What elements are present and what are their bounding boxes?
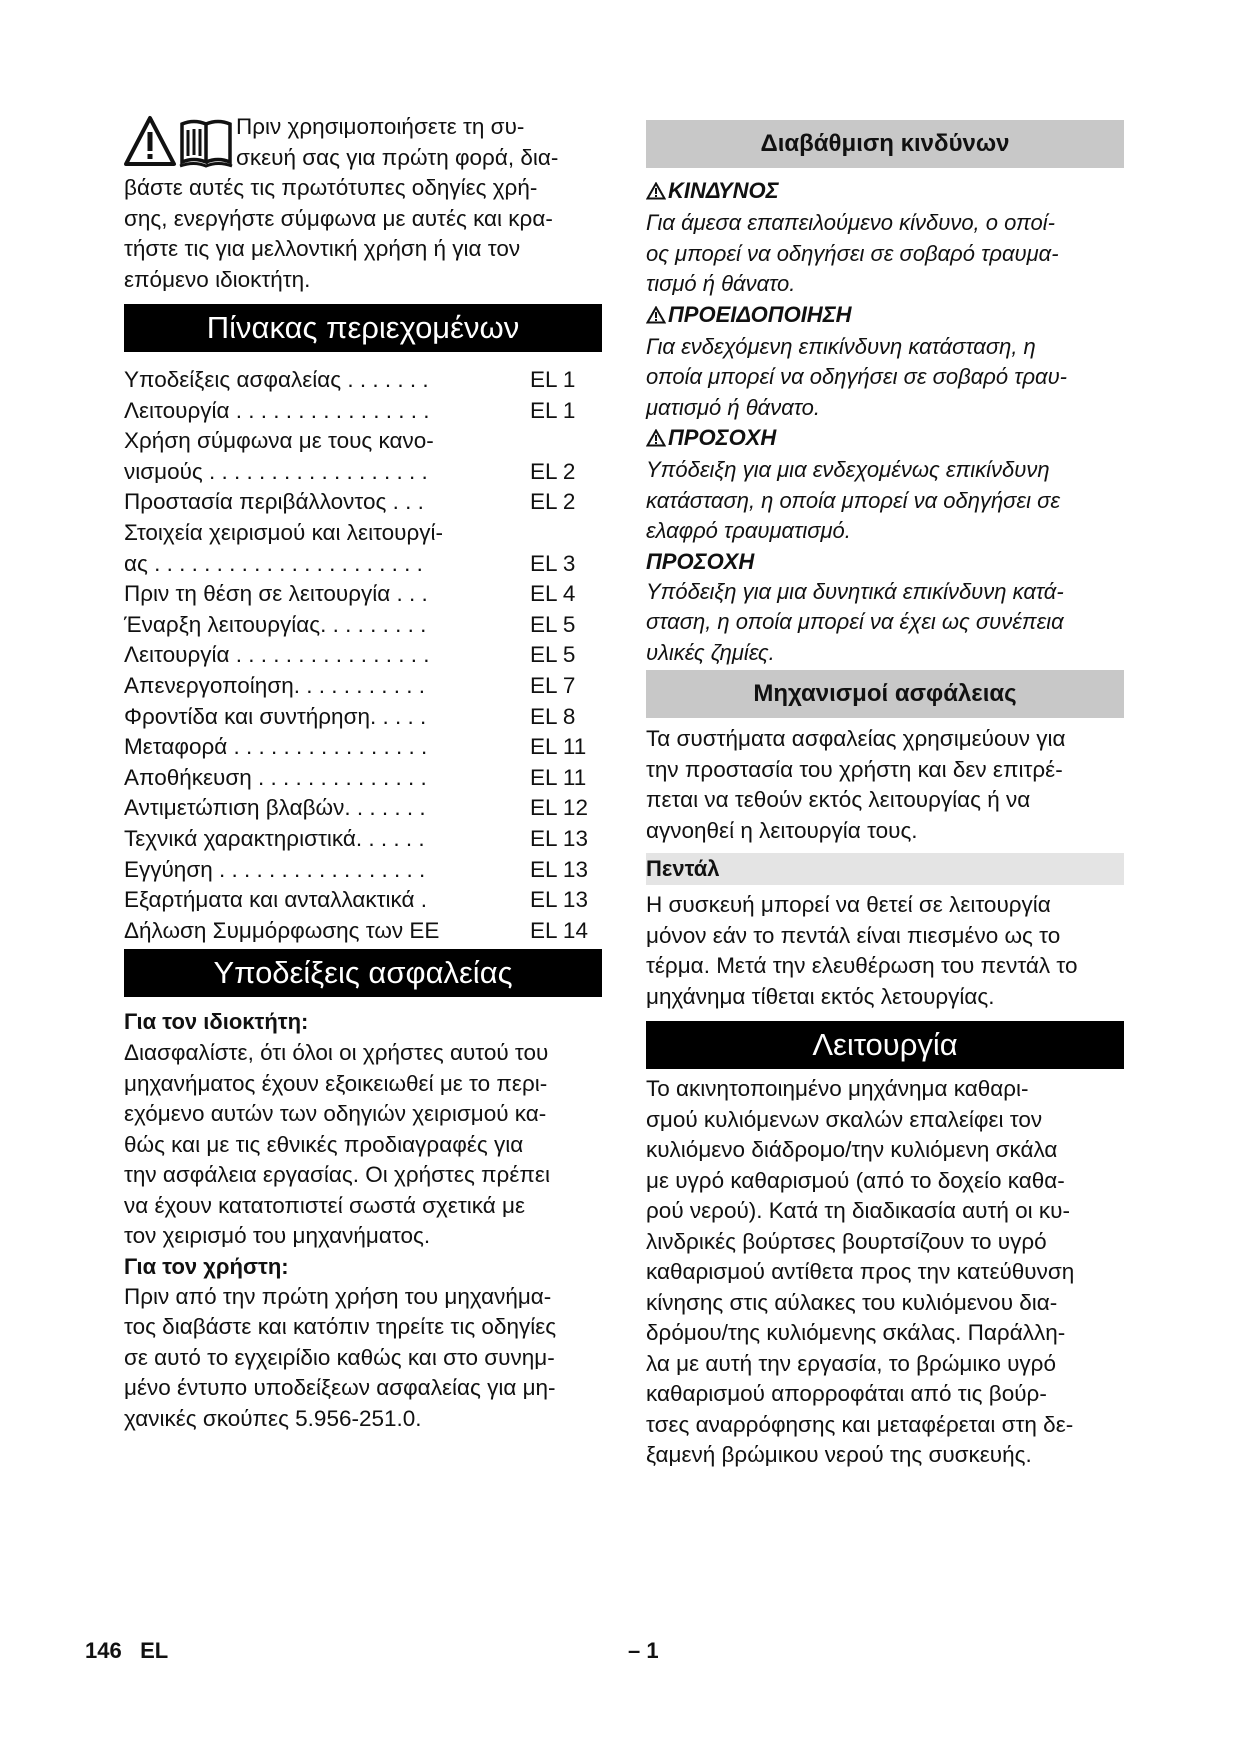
toc-entry (124, 855, 602, 886)
hazard-level-text: ος μπορεί να οδηγήσει σε σοβαρό τραυμα- (646, 240, 1059, 266)
text-line: λινδρικές βούρτσες βουρτσίζουν το υγρό (646, 1228, 1047, 1254)
hazard-level-heading (646, 300, 1124, 332)
footer-page-info (85, 1638, 168, 1664)
toc-entry (124, 671, 602, 702)
hazard-level-label: ΠΡΟΣΟΧΗ (668, 425, 777, 450)
toc-entry-title: Στοιχεία χειρισμού και λειτουργί- (124, 519, 444, 545)
text-line: σης, ενεργήστε σύμφωνα με αυτές και κρα- (124, 205, 553, 231)
safety-devices-text (646, 724, 1124, 846)
toc-entry-title: Αντιμετώπιση βλαβών. . . . . . . (124, 795, 426, 821)
toc-entry-title: Εξαρτήματα και ανταλλακτικά . (124, 887, 428, 913)
warning-triangle-icon (126, 118, 174, 164)
hazard-level-text: σταση, η οποία μπορεί να έχει ως συνέπεια (646, 609, 1064, 634)
toc-entry (124, 365, 602, 396)
toc-entry-title: Χρήση σύμφωνα με τους κανο- (124, 428, 434, 454)
intro-notice (124, 112, 602, 295)
hazard-levels (646, 176, 1124, 668)
toc-entry (124, 916, 602, 947)
warning-triangle-icon (646, 178, 666, 208)
toc-entry (124, 885, 602, 916)
text-line: εχόμενο αυτών των οδηγιών χειρισμού κα- (124, 1101, 547, 1126)
text-line: τον χειρισμό του μηχανήματος. (124, 1223, 431, 1248)
text-line: να έχουν κατατοπιστεί σωστά σχετικά με (124, 1192, 525, 1218)
text-line: Πριν χρησιμοποιήσετε τη συ- (236, 114, 525, 139)
toc-entry-title: Υποδείξεις ασφαλείας . . . . . . . (124, 367, 429, 392)
toc-entry-title: Πριν τη θέση σε λειτουργία . . . (124, 581, 428, 607)
toc-entry (124, 793, 602, 824)
toc-entry-page: EL 5 (530, 642, 576, 668)
hazard-level-text: Υπόδειξη για μια δυνητικά επικίνδυνη κατά- (646, 578, 1064, 604)
toc-entry-page: EL 2 (530, 458, 576, 484)
toc-entry (124, 457, 602, 488)
toc-entry-page: EL 14 (530, 917, 588, 943)
pedal-title: Πεντάλ (646, 853, 1124, 885)
text-line: Διασφαλίστε, ότι όλοι οι χρήστες αυτού του (124, 1040, 549, 1065)
owner-heading: Για τον ιδιοκτήτη: (124, 1009, 309, 1034)
text-line: τος διαβάστε και κατόπιν τηρείτε τις οδηγίες (124, 1314, 557, 1339)
toc-entry-page: EL 5 (530, 611, 576, 637)
warning-triangle-icon (646, 425, 666, 455)
toc-entry-title: Φροντίδα και συντήρηση. . . . . (124, 703, 427, 729)
text-line: πεται να τεθούν εκτός λειτουργίας ή να (646, 787, 1031, 812)
toc-entry (124, 426, 602, 457)
hazard-level-text: υλικές ζημίες. (646, 639, 775, 665)
toc-entry-title: ας . . . . . . . . . . . . . . . . . . . . . . (124, 550, 423, 576)
toc-entry-title: Μεταφορά . . . . . . . . . . . . . . . . (124, 734, 428, 760)
hazard-level-text: Για άμεσα επαπειλούμενο κίνδυνο, ο οποί- (646, 210, 1055, 235)
toc-entry-title: Λειτουργία . . . . . . . . . . . . . . . . (124, 642, 430, 668)
text-line: Τα συστήματα ασφαλείας χρησιμεύουν για (646, 726, 1066, 751)
toc-entry-page: EL 1 (530, 367, 576, 392)
hazard-level-text: κατάσταση, η οποία μπορεί να οδηγήσει σε (646, 487, 1061, 513)
toc-entry-page: EL 12 (530, 795, 588, 821)
text-line: Πριν από την πρώτη χρήση του μηχανήμα- (124, 1283, 552, 1309)
toc-entry (124, 549, 602, 580)
hazard-level-text: τισμό ή θάνατο. (646, 271, 796, 296)
text-line: βάστε αυτές τις πρωτότυπες οδηγίες χρή- (124, 175, 538, 200)
text-line: μηχάνημα τίθεται εκτός λετουργίας. (646, 983, 995, 1009)
toc-entry (124, 732, 602, 763)
toc-entry-title: Προστασία περιβάλλοντος . . . (124, 489, 424, 515)
text-line: μένο έντυπο υποδείξεων ασφαλείας για μη- (124, 1375, 556, 1400)
hazard-level-text: ματισμό ή θάνατο. (646, 394, 821, 420)
toc-entry (124, 610, 602, 641)
text-line: καθαρισμού αντίθετα προς την κατεύθυνση (646, 1259, 1075, 1284)
text-line: μόνον εάν το πεντάλ είναι πιεσμένο ως το (646, 922, 1061, 948)
toc-entry (124, 579, 602, 610)
toc-entry-page: EL 4 (530, 581, 576, 607)
hazard-level-text: ελαφρό τραυματισμό. (646, 518, 851, 543)
intro-icons (124, 114, 236, 170)
text-line: επόμενο ιδιοκτήτη. (124, 266, 311, 292)
toc-entry-title: Έναρξη λειτουργίας. . . . . . . . . (124, 611, 427, 637)
toc-title: Πίνακας περιεχομένων (124, 304, 602, 352)
safety-title: Υποδείξεις ασφαλείας (124, 949, 602, 997)
toc-entry-title: Τεχνικά χαρακτηριστικά. . . . . . (124, 825, 425, 851)
text-line: δρόμου/της κυλιόμενης σκάλας. Παράλλη- (646, 1320, 1066, 1345)
toc-entry-title: Εγγύηση . . . . . . . . . . . . . . . . . (124, 856, 426, 882)
text-line: μηχανήματος έχουν εξοικειωθεί με το περι- (124, 1070, 548, 1096)
text-line: σε αυτό το εγχειρίδιο καθώς και στο συνημ- (124, 1344, 555, 1370)
hazard-level-heading (646, 547, 1124, 577)
operation-title: Λειτουργία (646, 1021, 1124, 1069)
toc-entry-title: Λειτουργία . . . . . . . . . . . . . . . . (124, 397, 430, 423)
toc-entry-page: EL 3 (530, 550, 576, 576)
section-page: – 1 (628, 1638, 659, 1663)
toc-entry (124, 518, 602, 549)
hazard-level-heading (646, 176, 1124, 208)
toc-entry (124, 487, 602, 518)
toc-entry (124, 763, 602, 794)
text-line: αγνοηθεί η λειτουργία τους. (646, 817, 918, 843)
hazards-title: Διαβάθμιση κινδύνων (646, 120, 1124, 168)
toc-entry-page: EL 1 (530, 397, 576, 423)
text-line: καθαρισμού απορροφάται από τις βούρ- (646, 1381, 1047, 1406)
safety-devices-title: Μηχανισμοί ασφάλειας (646, 670, 1124, 718)
pedal-text (646, 890, 1124, 1012)
text-line: τήστε τις για μελλοντική χρήση ή για τον (124, 236, 521, 261)
toc-entry-title: νισμούς . . . . . . . . . . . . . . . . . . (124, 458, 428, 484)
operation-text (646, 1074, 1124, 1471)
hazard-level-text: Υπόδειξη για μια ενδεχομένως επικίνδυνη (646, 457, 1050, 482)
text-line: Το ακινητοποιημένο μηχάνημα καθαρι- (646, 1076, 1029, 1101)
hazard-level-label: ΠΡΟΕΙΔΟΠΟΙΗΣΗ (668, 301, 852, 327)
safety-section (124, 1007, 602, 1434)
text-line: σμού κυλιόμενων σκαλών επαλείφει τον (646, 1106, 1043, 1132)
text-line: Η συσκευή μπορεί να θετεί σε λειτουργία (646, 892, 1051, 917)
toc-entry-page (530, 518, 602, 549)
warning-triangle-icon (646, 302, 666, 332)
toc-entry-title: Αποθήκευση . . . . . . . . . . . . . . (124, 764, 427, 790)
user-heading: Για τον χρήστη: (124, 1253, 289, 1279)
text-line: χανικές σκούπες 5.956-251.0. (124, 1405, 422, 1431)
text-line: την ασφάλεια εργασίας. Οι χρήστες πρέπει (124, 1162, 550, 1187)
toc-entry-page: EL 7 (530, 672, 576, 698)
text-line: λα με αυτή την εργασία, το βρώμικο υγρό (646, 1350, 1056, 1376)
manual-book-icon (180, 122, 232, 167)
user-text (124, 1282, 602, 1435)
text-line: με υγρό καθαρισμού (από το δοχείο καθα- (646, 1167, 1065, 1193)
hazard-level-text: Για ενδεχόμενη επικίνδυνη κατάσταση, η (646, 333, 1036, 359)
hazard-level-text: οποία μπορεί να οδηγήσει σε σοβαρό τραυ- (646, 364, 1068, 389)
toc-entry-title: Δήλωση Συμμόρφωσης των ΕΕ (124, 917, 440, 943)
toc-entry (124, 396, 602, 427)
text-line: την προστασία του χρήστη και δεν επιτρέ- (646, 756, 1063, 782)
text-line: σκευή σας για πρώτη φορά, δια- (236, 144, 559, 170)
toc-entry-page (530, 426, 602, 457)
text-line: ρού νερού). Κατά τη διαδικασία αυτή οι κυ- (646, 1198, 1070, 1223)
hazard-level-label: ΚΙΝΔΥΝΟΣ (668, 178, 779, 203)
toc-entry (124, 702, 602, 733)
toc-entry-page: EL 13 (530, 825, 588, 851)
table-of-contents (124, 365, 602, 946)
toc-entry (124, 824, 602, 855)
toc-entry-page: EL 13 (530, 856, 588, 882)
language-code: EL (140, 1638, 169, 1663)
text-line: κυλιόμενο διάδρομο/την κυλιόμενη σκάλα (646, 1137, 1058, 1162)
owner-text (124, 1038, 602, 1252)
text-line: τσες αναρρόφησης και μεταφέρεται στη δε- (646, 1411, 1074, 1437)
text-line: τέρμα. Μετά την ελευθέρωση του πεντάλ το (646, 953, 1078, 978)
hazard-level-label: ΠΡΟΣΟΧΗ (646, 548, 755, 574)
toc-entry-page: EL 8 (530, 703, 576, 729)
toc-entry-title: Απενεργοποίηση. . . . . . . . . . . (124, 672, 425, 698)
toc-entry-page: EL 11 (530, 734, 587, 760)
text-line: ξαμενή βρώμικου νερού της συσκευής. (646, 1442, 1032, 1467)
page-number: 146 (85, 1638, 122, 1663)
toc-entry (124, 640, 602, 671)
toc-entry-page: EL 11 (530, 764, 587, 790)
text-line: θώς και με τις εθνικές προδιαγραφές για (124, 1131, 524, 1157)
toc-entry-page: EL 2 (530, 489, 576, 515)
text-line: κίνησης στις αύλακες του κυλιόμενου δια- (646, 1289, 1058, 1315)
hazard-level-heading (646, 423, 1124, 455)
toc-entry-page: EL 13 (530, 887, 588, 913)
